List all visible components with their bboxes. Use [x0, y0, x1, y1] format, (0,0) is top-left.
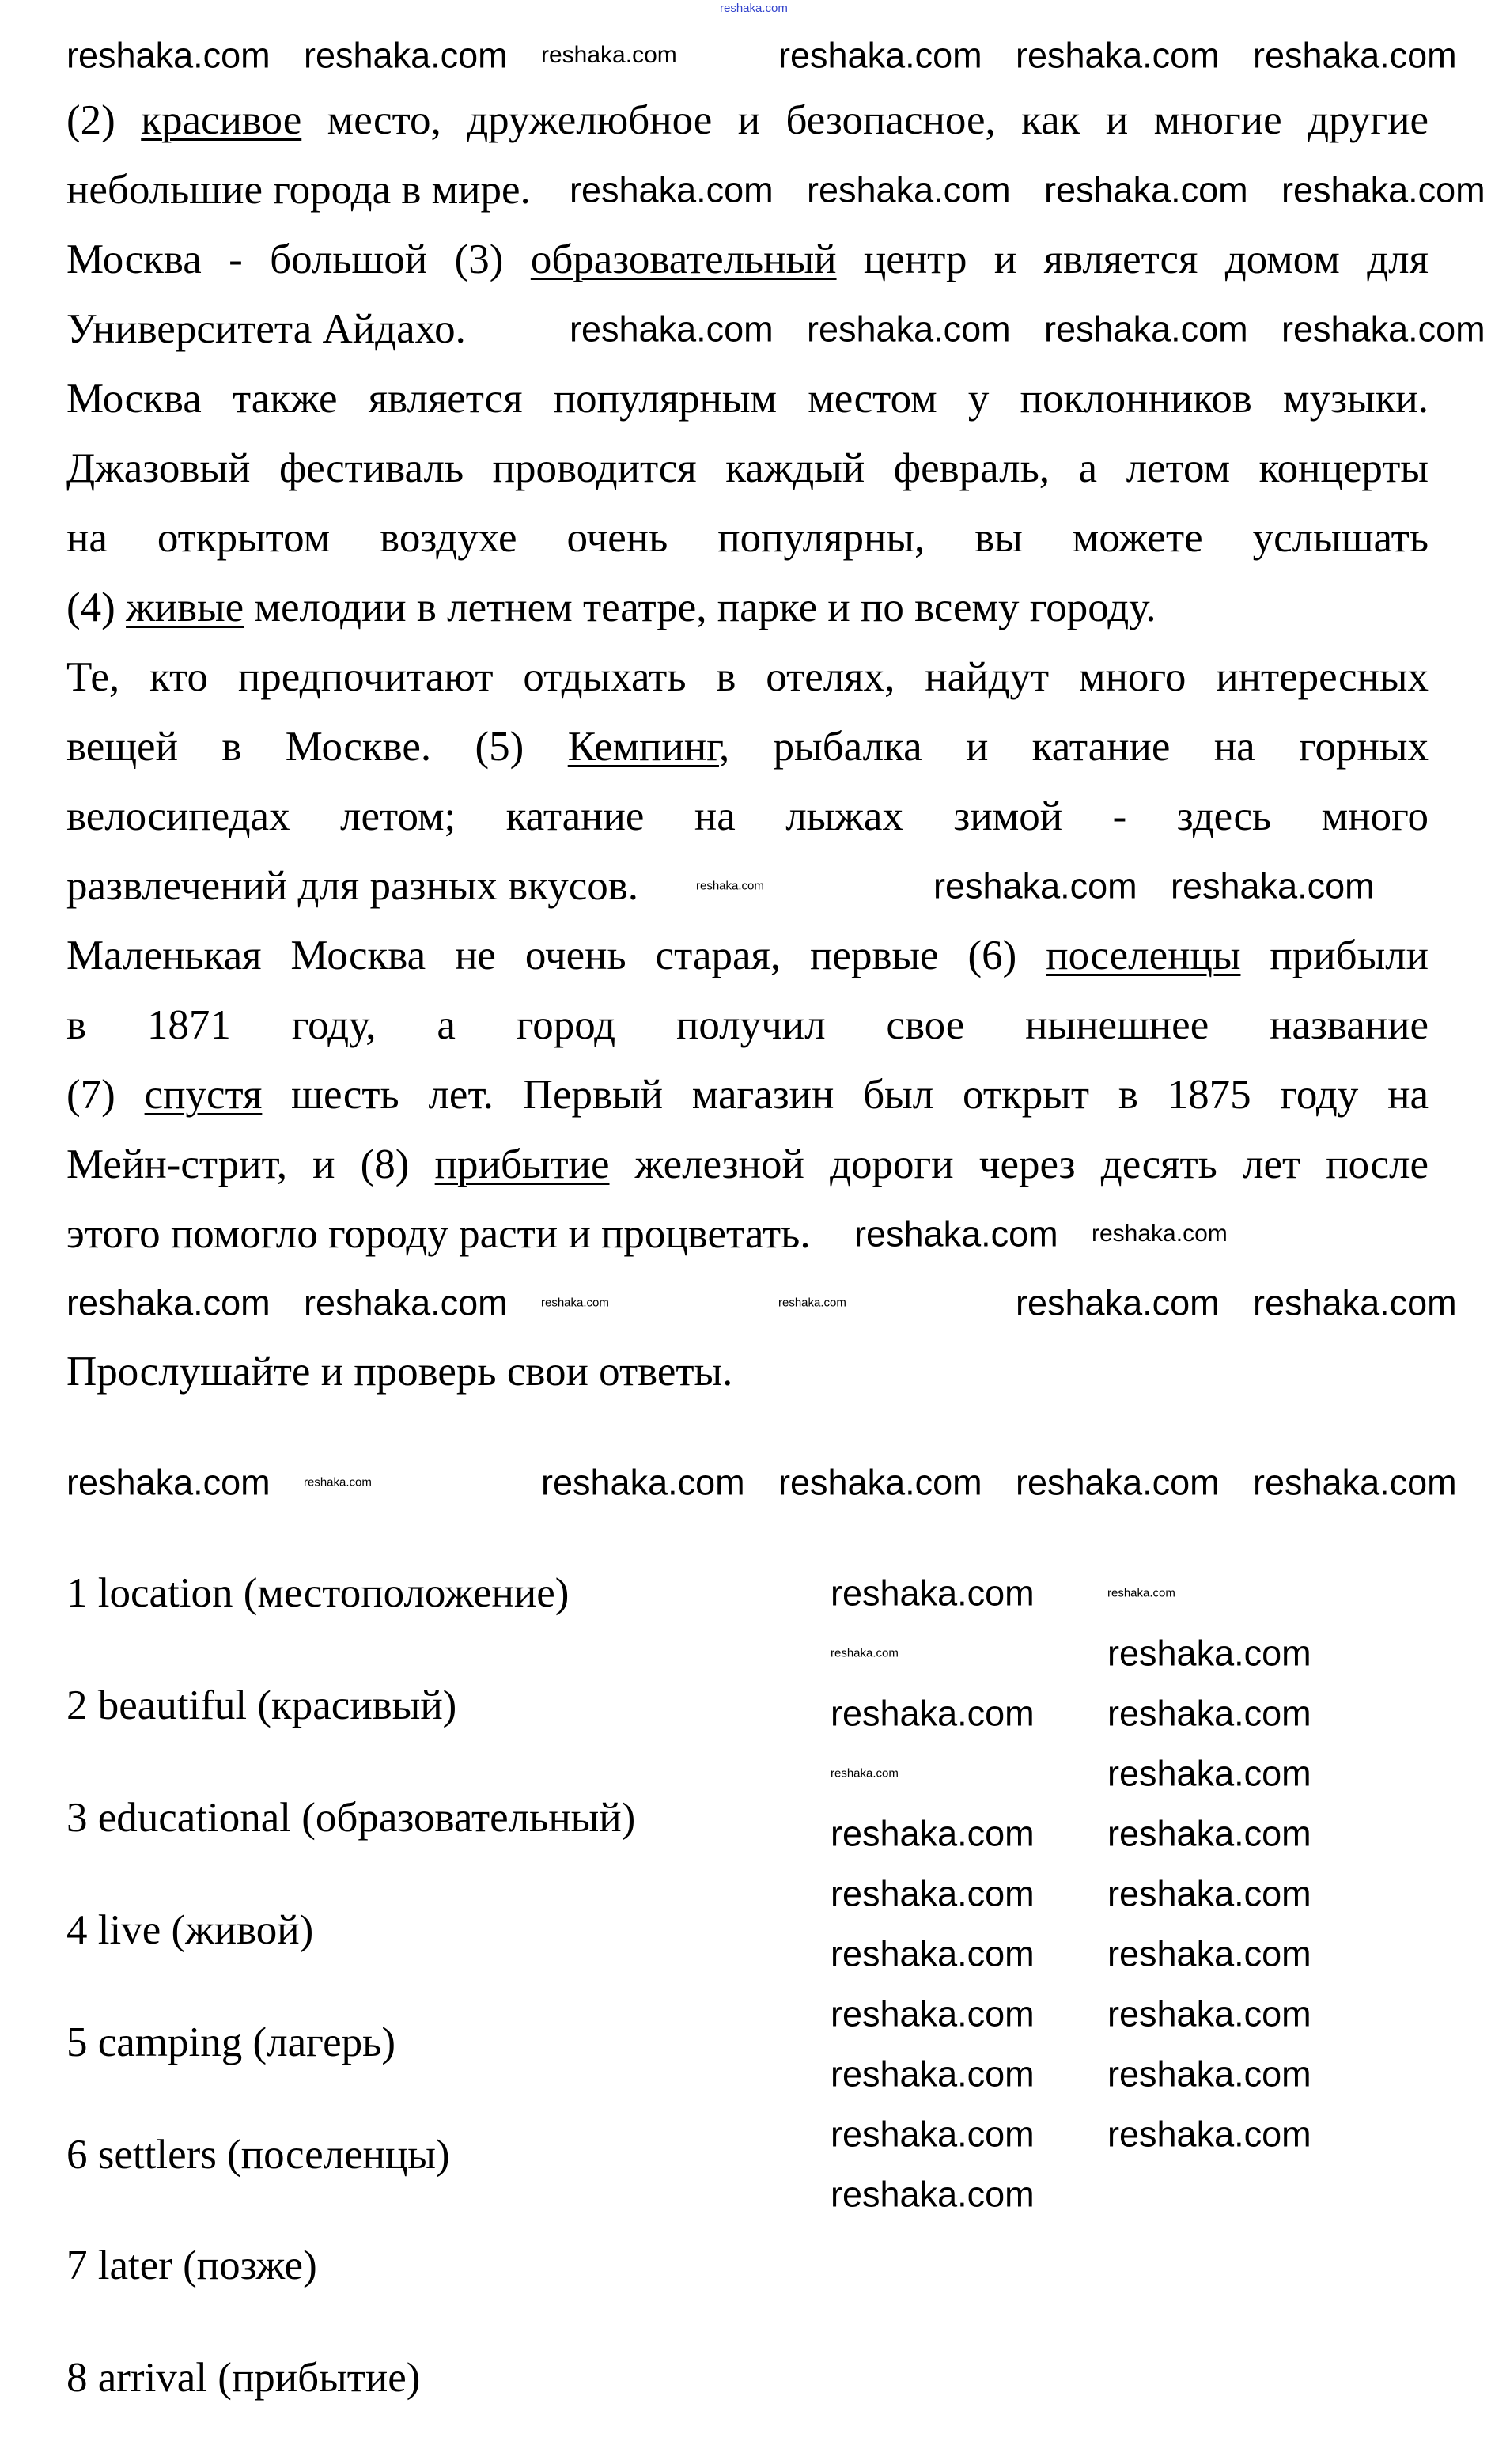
line-text: центр и является домом для	[836, 237, 1429, 282]
line-text: Мейн-стрит, и (8)	[66, 1141, 435, 1187]
passage-line	[66, 514, 1429, 562]
line-text: этого помогло городу расти и процветать.	[66, 1211, 811, 1257]
watermark: reshaka.com	[541, 42, 677, 68]
passage-line	[66, 932, 1429, 979]
watermark: reshaka.com	[570, 169, 774, 210]
passage-line	[66, 97, 1429, 144]
answer-item: 5 camping (лагерь)	[66, 2019, 396, 2065]
line-text: Москва также является популярным местом у поклонников музыки.	[66, 376, 1429, 422]
header-watermark: reshaka.com	[720, 2, 788, 15]
watermark: reshaka.com	[66, 1282, 271, 1323]
watermark: reshaka.com	[66, 1462, 271, 1503]
line-text: (2)	[66, 97, 142, 143]
watermark: reshaka.com	[304, 1282, 508, 1323]
line-text: небольшие города в мире.	[66, 167, 531, 213]
watermark: reshaka.com	[1092, 1221, 1228, 1247]
line-text: вещей в Москве. (5)	[66, 724, 568, 770]
line-text: шесть лет. Первый магазин был открыт в 1875 году на	[262, 1072, 1429, 1118]
watermark: reshaka.com	[1107, 2114, 1311, 2155]
passage-line	[66, 236, 1429, 283]
watermark: reshaka.com	[1107, 1933, 1311, 1974]
line-text: (4)	[66, 585, 127, 630]
watermark: reshaka.com	[831, 1693, 1035, 1734]
line-text: на открытом воздухе очень популярны, вы можете услышать	[66, 515, 1429, 561]
line-text: мелодии в летнем театре, парке и по всему городу.	[244, 585, 1156, 630]
underlined-word: Кемпинг	[567, 724, 719, 770]
line-text: Маленькая Москва не очень старая, первые (6)	[66, 933, 1046, 978]
answer-item: 6 settlers (поселенцы)	[66, 2132, 450, 2178]
watermark: reshaka.com	[778, 35, 982, 76]
watermark: reshaka.com	[1107, 1993, 1311, 2034]
answer-item: 4 live (живой)	[66, 1907, 314, 1953]
underlined-word: поселенцы	[1046, 933, 1241, 978]
passage-line	[66, 723, 1429, 770]
watermark: reshaka.com	[1171, 865, 1375, 906]
line-text: место, дружелюбное и безопасное, как и многие другие	[301, 97, 1429, 143]
line-text: железной дороги через десять лет после	[609, 1141, 1429, 1187]
passage-line	[66, 793, 1429, 840]
watermark: reshaka.com	[831, 1873, 1035, 1914]
watermark: reshaka.com	[831, 2174, 1035, 2215]
passage-line	[66, 375, 1429, 422]
watermark: reshaka.com	[1107, 1586, 1175, 1600]
watermark: reshaka.com	[831, 1933, 1035, 1974]
answer-item: 3 educational (образовательный)	[66, 1795, 636, 1841]
passage-line	[66, 1001, 1429, 1049]
answer-item: 7 later (позже)	[66, 2243, 317, 2288]
watermark: reshaka.com	[807, 308, 1011, 350]
line-text: Москва - большой (3)	[66, 237, 531, 282]
watermark: reshaka.com	[778, 1296, 846, 1310]
underlined-word: спустя	[144, 1072, 263, 1118]
watermark: reshaka.com	[1253, 35, 1457, 76]
watermark: reshaka.com	[854, 1213, 1058, 1255]
watermark: reshaka.com	[831, 2053, 1035, 2095]
watermark: reshaka.com	[1253, 1282, 1457, 1323]
underlined-word: красивое	[141, 97, 302, 143]
watermark: reshaka.com	[831, 1766, 899, 1781]
line-text: Джазовый фестиваль проводится каждый февраль, а летом концерты	[66, 445, 1429, 491]
answer-item: 8 arrival (прибытие)	[66, 2355, 421, 2401]
watermark: reshaka.com	[933, 865, 1137, 906]
underlined-word: прибытие	[434, 1141, 610, 1187]
passage-line	[66, 1071, 1429, 1118]
answer-item: 2 beautiful (красивый)	[66, 1682, 457, 1728]
watermark: reshaka.com	[1281, 308, 1485, 350]
line-text: , рыбалка и катание на горных	[718, 724, 1429, 770]
line-text: прибыли	[1240, 933, 1429, 978]
watermark: reshaka.com	[1044, 169, 1248, 210]
watermark: reshaka.com	[1107, 1633, 1311, 1674]
watermark: reshaka.com	[831, 1646, 899, 1660]
watermark: reshaka.com	[304, 35, 508, 76]
watermark: reshaka.com	[1107, 2053, 1311, 2095]
watermark: reshaka.com	[1016, 1282, 1220, 1323]
line-text: велосипедах летом; катание на лыжах зимой - здесь много	[66, 793, 1429, 839]
underlined-word: живые	[126, 585, 244, 630]
watermark: reshaka.com	[1107, 1813, 1311, 1854]
watermark: reshaka.com	[831, 1573, 1035, 1614]
passage-line	[66, 1141, 1429, 1188]
watermark: reshaka.com	[541, 1462, 745, 1503]
watermark: reshaka.com	[1016, 1462, 1220, 1503]
watermark: reshaka.com	[304, 1475, 372, 1489]
watermark: reshaka.com	[778, 1462, 982, 1503]
line-text: развлечений для разных вкусов.	[66, 863, 639, 909]
answer-item: 1 location (местоположение)	[66, 1570, 570, 1616]
instruction-text: Прослушайте и проверь свои ответы.	[66, 1349, 733, 1395]
watermark: reshaka.com	[1016, 35, 1220, 76]
watermark: reshaka.com	[831, 2114, 1035, 2155]
line-text: Те, кто предпочитают отдыхать в отелях, найдут много интересных	[66, 654, 1429, 700]
passage-line	[66, 445, 1429, 492]
watermark: reshaka.com	[570, 308, 774, 350]
watermark: reshaka.com	[66, 35, 271, 76]
watermark: reshaka.com	[1044, 308, 1248, 350]
watermark: reshaka.com	[1107, 1753, 1311, 1794]
watermark: reshaka.com	[696, 879, 764, 893]
line-text: (7)	[66, 1072, 145, 1118]
watermark: reshaka.com	[1107, 1873, 1311, 1914]
watermark: reshaka.com	[1253, 1462, 1457, 1503]
passage-line	[66, 584, 1429, 631]
underlined-word: образовательный	[530, 237, 837, 282]
watermark: reshaka.com	[807, 169, 1011, 210]
watermark: reshaka.com	[1107, 1693, 1311, 1734]
line-text: в 1871 году, а город получил свое нынешнее название	[66, 1002, 1429, 1048]
watermark: reshaka.com	[541, 1296, 609, 1310]
watermark: reshaka.com	[831, 1993, 1035, 2034]
watermark: reshaka.com	[831, 1813, 1035, 1854]
watermark: reshaka.com	[1281, 169, 1485, 210]
line-text: Университета Айдахо.	[66, 306, 466, 352]
passage-line	[66, 653, 1429, 701]
